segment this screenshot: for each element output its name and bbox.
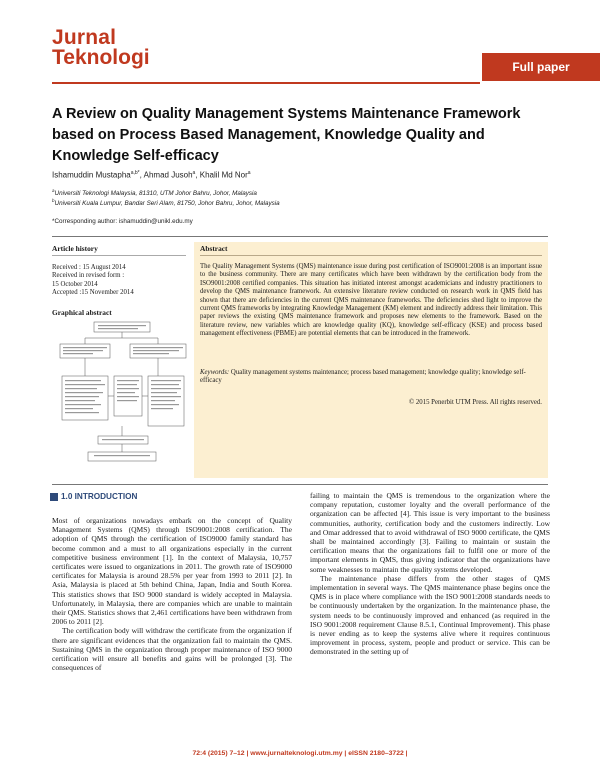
- abstract-heading: Abstract: [200, 244, 228, 253]
- article-history: [52, 264, 134, 297]
- divider-history: [52, 255, 186, 256]
- article-history-heading: Article history: [52, 244, 98, 253]
- journal-logo: [52, 28, 150, 68]
- divider-bottom: [52, 484, 548, 485]
- affiliation-b: [52, 198, 280, 207]
- accepted-date: Accepted :15 November 2014: [52, 288, 134, 296]
- introduction-right-column: [310, 491, 550, 657]
- keywords-label: Keywords:: [200, 369, 230, 376]
- keywords-text: Quality management systems maintenance; process based management; knowledge quality; knowledge self-efficacy: [200, 369, 526, 385]
- intro-right-paragraph-1: failing to maintain the QMS is tremendous to the organization where the company reputation, customer loyalty and the overall performance of the organization can be affected [4]. This issue is very important to the business communities, authority, certification body and the customers indirectly. Low and Omar addressed that to avoid withdrawal of ISO 9000 certificate, the QMS shall be maintained accordingly [3]. Failing to maintain or sustain the certification means that the organizations fail to fulfil one or more of the important elements in QMS, thus giving indicator that the organizations have some weaknesses to maintain the quality systems developed.: [310, 491, 550, 574]
- keywords: [200, 369, 542, 386]
- graphical-abstract-diagram: [58, 318, 188, 468]
- intro-right-paragraph-2: The maintenance phase differs from the other stages of QMS implementation in several ways. The QMS maintenance phase begins once the QMS is in place where compliance with the ISO 9001:2008 standards needs to be continuously undertaken by the organization. In the maintenance phase, the system needs to be continuously improved and enhanced (as required in the ISO 9001:2008 requirement Clause 8.5.1, Continual Improvement). This phase is never ending as to keep the systems alive where it requires continuous improvement in process, system, people and product or service. This can be demonstrated in the setting up of: [310, 573, 550, 657]
- received-date: Received : 15 August 2014: [52, 264, 126, 271]
- diagram-box-bottom-2: [88, 452, 156, 461]
- affiliation-b-sup: b: [52, 198, 55, 203]
- author-2-sup: a: [192, 170, 196, 176]
- affiliation-b-text: Universiti Kuala Lumpur, Bandar Seri Alam, 81750, Johor Bahru, Johor, Malaysia: [54, 200, 280, 208]
- logo-line-2: Teknologi: [52, 45, 150, 69]
- diagram-box-top: [94, 322, 150, 332]
- copyright: © 2015 Penerbit UTM Press. All rights reserved.: [409, 399, 542, 406]
- author-3-sup: a: [247, 170, 251, 176]
- affiliation-a-text: Universiti Teknologi Malaysia, 81310, UTM Johor Bahru, Johor, Malaysia: [54, 190, 257, 198]
- author-3: , Khalil Md Nor: [195, 170, 248, 180]
- intro-left-paragraph-2: The certification body will withdraw the certificate from the organization if there are significant evidences that the organization fail to maintain the QMS. Sustaining QMS in the organization through proper maintenance of ISO 9000 certification will ensure all benefits and gains will be prolonged [3]. The consequences of: [52, 626, 292, 673]
- author-list: [52, 170, 251, 180]
- author-1-sup: a,b*: [130, 170, 140, 176]
- introduction-heading: 1.0 INTRODUCTION: [61, 492, 138, 501]
- corresponding-author: *Corresponding author: ishamuddin@unikl.edu.my: [52, 218, 193, 225]
- author-2: , Ahmad Jusoh: [139, 170, 193, 180]
- divider-abstract: [200, 255, 542, 256]
- diagram-connector-2: [122, 338, 158, 344]
- abstract-text: The Quality Management Systems (QMS) maintenance issue during post certification of ISO9001:2008 is an important issue to the business community. There are many certificates which have been withdrawn by the certification body from the ISO9001:2008 certified companies. This situation has initiated interest amongst academicians and industry practitioners to develop the QMS maintenance framework. An extensive literature review conducted on research work in QMS field has shown that there are deficiencies in the current QMS maintenance frameworks. The deficiencies shed light to improve the current QMS frameworks by integrating Knowledge Management (KM) element and indirectly address their limitation. This paper reviews the existing QMS maintenance framework and proposes new elements to the framework. Based on the literature review, new variables which are knowledge quality (KQ), knowledge self-efficacy (KSE) and process based management effectiveness (PBME) are potential elements that can be introduced in the framework.: [200, 263, 542, 338]
- paper-title: A Review on Quality Management Systems Maintenance Framework based on Process Based Management, Knowledge Quality and Knowledge Self-efficacy: [52, 106, 521, 164]
- introduction-left-column: [52, 516, 292, 672]
- logo-line-1: Jurnal: [52, 26, 117, 49]
- affiliation-a-sup: a: [52, 188, 55, 193]
- divider-top: [52, 236, 548, 237]
- revised-date: 15 October 2014: [52, 280, 98, 288]
- graphical-abstract-heading: Graphical abstract: [52, 308, 112, 317]
- diagram-box-variables: [62, 376, 108, 420]
- header-rule: [52, 82, 480, 84]
- page-footer: 72:4 (2015) 7–12 | www.jurnalteknologi.utm.my | eISSN 2180–3722 |: [192, 750, 408, 757]
- full-paper-badge: Full paper: [482, 53, 600, 81]
- diagram-connector-1: [85, 332, 122, 344]
- section-marker-icon: [50, 493, 58, 501]
- author-1: Ishamuddin Mustapha: [52, 170, 131, 180]
- intro-left-paragraph-1: Most of organizations nowadays embark on the concept of Quality Management Systems (QMS) through ISO9001:2008 certification. The adoption of QMS through the certification of ISO9000 family standard has become common and a must to all organizations especially in the current competitive business environment [1]. In the context of Malaysia, 10,757 certificates were issued to organizations in 2011. The growth rate of ISO9000 certificates for Malaysia is around 28.5% per year from 1993 to 2011 [2]. In Asia, Malaysia is placed at 5th behind China, Japan, India and South Korea. This statistics shows that ISO 9000 standard is widely accepted in Malaysia. Unfortunately, in Malaysia, there are companies which are unable to maintain their QMS. Statistics shows that 2,461 certifications have been withdrawn from 2006 to 2011 [2].: [52, 516, 292, 627]
- revised-label: Received in revised form :: [52, 272, 125, 280]
- affiliation-a: [52, 188, 257, 197]
